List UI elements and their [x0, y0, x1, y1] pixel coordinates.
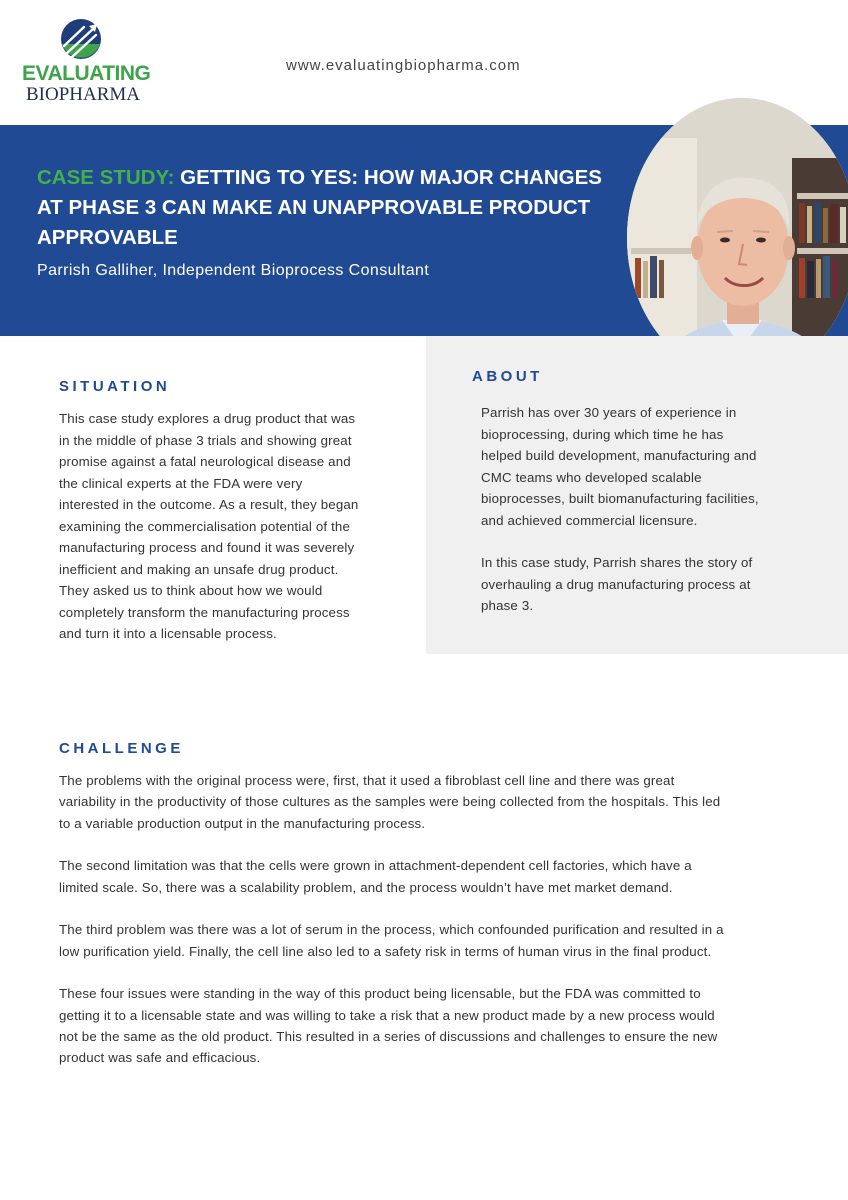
text-line: The second limitation was that the cells were grown in attachment-dependent cell factories, which have a — [59, 858, 692, 874]
text-line: Parrish has over 30 years of experience in — [481, 405, 737, 420]
author-byline: Parrish Galliher, Independent Bioprocess Consultant — [37, 262, 430, 279]
text-line: completely transform the manufacturing process — [59, 604, 350, 620]
about-paragraph-1 — [481, 402, 811, 531]
challenge-body — [59, 770, 799, 1090]
title-line-2: AT PHASE 3 CAN MAKE AN UNAPPROVABLE PRODUCT — [37, 196, 591, 219]
text-line: low purification yield. Finally, the cell line also led to a safety risk in terms of human virus in the final product. — [59, 943, 712, 959]
text-line: bioprocesses, built biomanufacturing facilities, — [481, 491, 759, 506]
text-line: and turn it into a licensable process. — [59, 626, 277, 641]
about-paragraph-2 — [481, 552, 811, 617]
title-line-3: APPROVABLE — [37, 226, 178, 249]
text-line: CMC teams who developed scalable — [481, 469, 702, 485]
text-line: the clinical experts at the FDA were very — [59, 475, 303, 491]
text-line: manufacturing process and found it was severely — [59, 540, 355, 555]
text-line: product was safe and efficacious. — [59, 1050, 261, 1066]
text-line: not be the same as the old product. This resulted in a series of discussions and challenges to ensure the new — [59, 1028, 718, 1044]
challenge-heading: CHALLENGE — [59, 740, 184, 757]
about-heading: ABOUT — [472, 368, 543, 385]
challenge-paragraph-4 — [59, 983, 799, 1068]
text-line: phase 3. — [481, 598, 534, 613]
challenge-paragraph-1 — [59, 770, 799, 834]
text-line: interested in the outcome. As a result, they began — [59, 497, 359, 512]
logo-mark-icon — [60, 18, 102, 60]
title-prefix: CASE STUDY: — [37, 166, 175, 189]
text-line: In this case study, Parrish shares the story of — [481, 555, 753, 570]
text-line: helped build development, manufacturing and — [481, 448, 757, 463]
logo-text-evaluating: EVALUATING — [22, 62, 151, 85]
text-line: getting it to a licensable state and was willing to take a risk that a new product made by a new process would — [59, 1007, 715, 1023]
text-line: and achieved commercial licensure. — [481, 512, 698, 528]
text-line: overhauling a drug manufacturing process at — [481, 576, 751, 592]
text-line: in the middle of phase 3 trials and showing great — [59, 432, 352, 448]
logo-text-biopharma: BIOPHARMA — [26, 84, 141, 105]
text-line: bioprocessing, during which time he has — [481, 426, 724, 442]
website-url[interactable]: www.evaluatingbiopharma.com — [286, 57, 521, 74]
text-line: The problems with the original process were, first, that it used a fibroblast cell line and there was great — [59, 773, 675, 788]
text-line: inefficient and making an unsafe drug product. — [59, 561, 339, 577]
text-line: examining the commercialisation potential of the — [59, 518, 351, 534]
text-line: variability in the productivity of those cultures as the samples were being collected from the hospitals. This led — [59, 794, 721, 810]
text-line: to a variable production output in the manufacturing process. — [59, 815, 426, 831]
situation-heading: SITUATION — [59, 378, 171, 395]
text-line: These four issues were standing in the way of this product being licensable, but the FDA was committed to — [59, 986, 701, 1002]
text-line: This case study explores a drug product that was — [59, 411, 356, 426]
text-line: They asked us to think about how we would — [59, 583, 323, 598]
page-title — [37, 163, 617, 253]
challenge-paragraph-2 — [59, 855, 799, 898]
challenge-paragraph-3 — [59, 919, 799, 962]
text-line: promise against a fatal neurological disease and — [59, 454, 351, 469]
title-line-1: GETTING TO YES: HOW MAJOR CHANGES — [180, 166, 602, 189]
logo — [22, 18, 152, 108]
text-line: limited scale. So, there was a scalability problem, and the process wouldn’t have met market demand. — [59, 879, 673, 895]
situation-paragraph — [59, 408, 404, 645]
text-line: The third problem was there was a lot of serum in the process, which confounded purification and resulted in a — [59, 922, 724, 938]
